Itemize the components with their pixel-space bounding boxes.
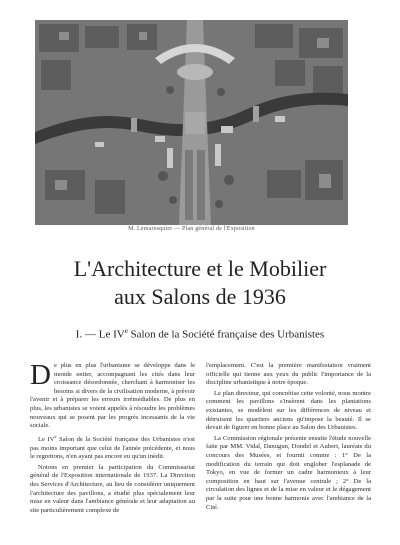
paragraph-text: e plus en plus l'urbanisme se développe dans le monde entier, accompagnant les cités dans leur croissance désordonnée, cherchant à harmoniser les besoins si divers de la civilisation moderne, à prévoir l'avenir et à préparer les erreurs irrémédiables. De plus en plus, les urbanistes se voient appelés à résoudre les problèmes nouveaux qui se posent par les progrès incessants de la vie sociale. bbox=[30, 362, 195, 430]
section-heading-sup: e bbox=[124, 327, 128, 335]
section-heading-pre: Le IV bbox=[98, 328, 125, 341]
paragraph bbox=[30, 362, 195, 431]
article-title-line-1: L'Architecture et le Mobilier bbox=[73, 256, 327, 281]
paragraph: La Commission régionale présente ensuite l'étude nouvelle faite par MM. Vidal, Danugun, Dondel et Aubert, lauréats du concours des Musées, et fournit comme : 1° De la modification du terrain qui doit englober l'esplanade de Tokyo, en vue de former un cadre harmonieux à leur composition en haut sur l'avenue centrale ; 2° De la circulation des lignes et de la mise en valeur et le dégagement par la suite pour une bonne harmonie avec l'ambiance de la Cité. bbox=[206, 434, 371, 511]
paragraph bbox=[30, 433, 195, 462]
paragraph-text-pre: Le IV bbox=[38, 435, 55, 443]
article-title-line-2: aux Salons de 1936 bbox=[114, 284, 286, 309]
paragraph: Le plan directeur, qui concrétise cette volonté, nous montre comment les pavillons s'insèrent dans les plantations existantes, se modèlent sur les différences de niveau et détruisent les quartiers anciens qu'impose la beauté. Il se devait de figurer en bonne place au Salon des Urbanistes. bbox=[206, 389, 371, 432]
article-column-right bbox=[206, 362, 371, 542]
section-numeral: I. — bbox=[75, 328, 96, 341]
section-heading-post: Salon de la Société française des Urbanistes bbox=[127, 328, 325, 341]
aerial-map-illustration bbox=[35, 20, 348, 225]
drop-cap: D bbox=[30, 362, 51, 391]
paragraph-sup: e bbox=[54, 433, 57, 439]
figure-caption: M. Lemaresquier — Plan général de l'Exposition bbox=[128, 226, 255, 232]
paragraph: Notons en premier la participation du Commissariat général de l'Exposition internationale de 1937. La Direction des Services d'Architecture, au lieu de considérer uniquement l'architecture des pavillons, a étudié plus spécialement leur mise en valeur dans l'ambiance générale et leur adaptation au site particulièrement complexe de bbox=[30, 463, 195, 514]
paragraph: l'emplacement. C'est la première manifestation vraiment officielle qui tienne aux yeux du public l'importance de la discipline urbanistique à notre époque. bbox=[206, 362, 371, 387]
paragraph-text-post: Salon de la Société française des Urbanistes n'est pas moins important que celui de l'année précédente, et nous le regrettons, n'en ayant pas encore eu qu'un inédit. bbox=[30, 435, 195, 461]
article-column-left bbox=[30, 362, 195, 542]
section-heading bbox=[0, 327, 400, 341]
aerial-photo bbox=[35, 20, 348, 225]
